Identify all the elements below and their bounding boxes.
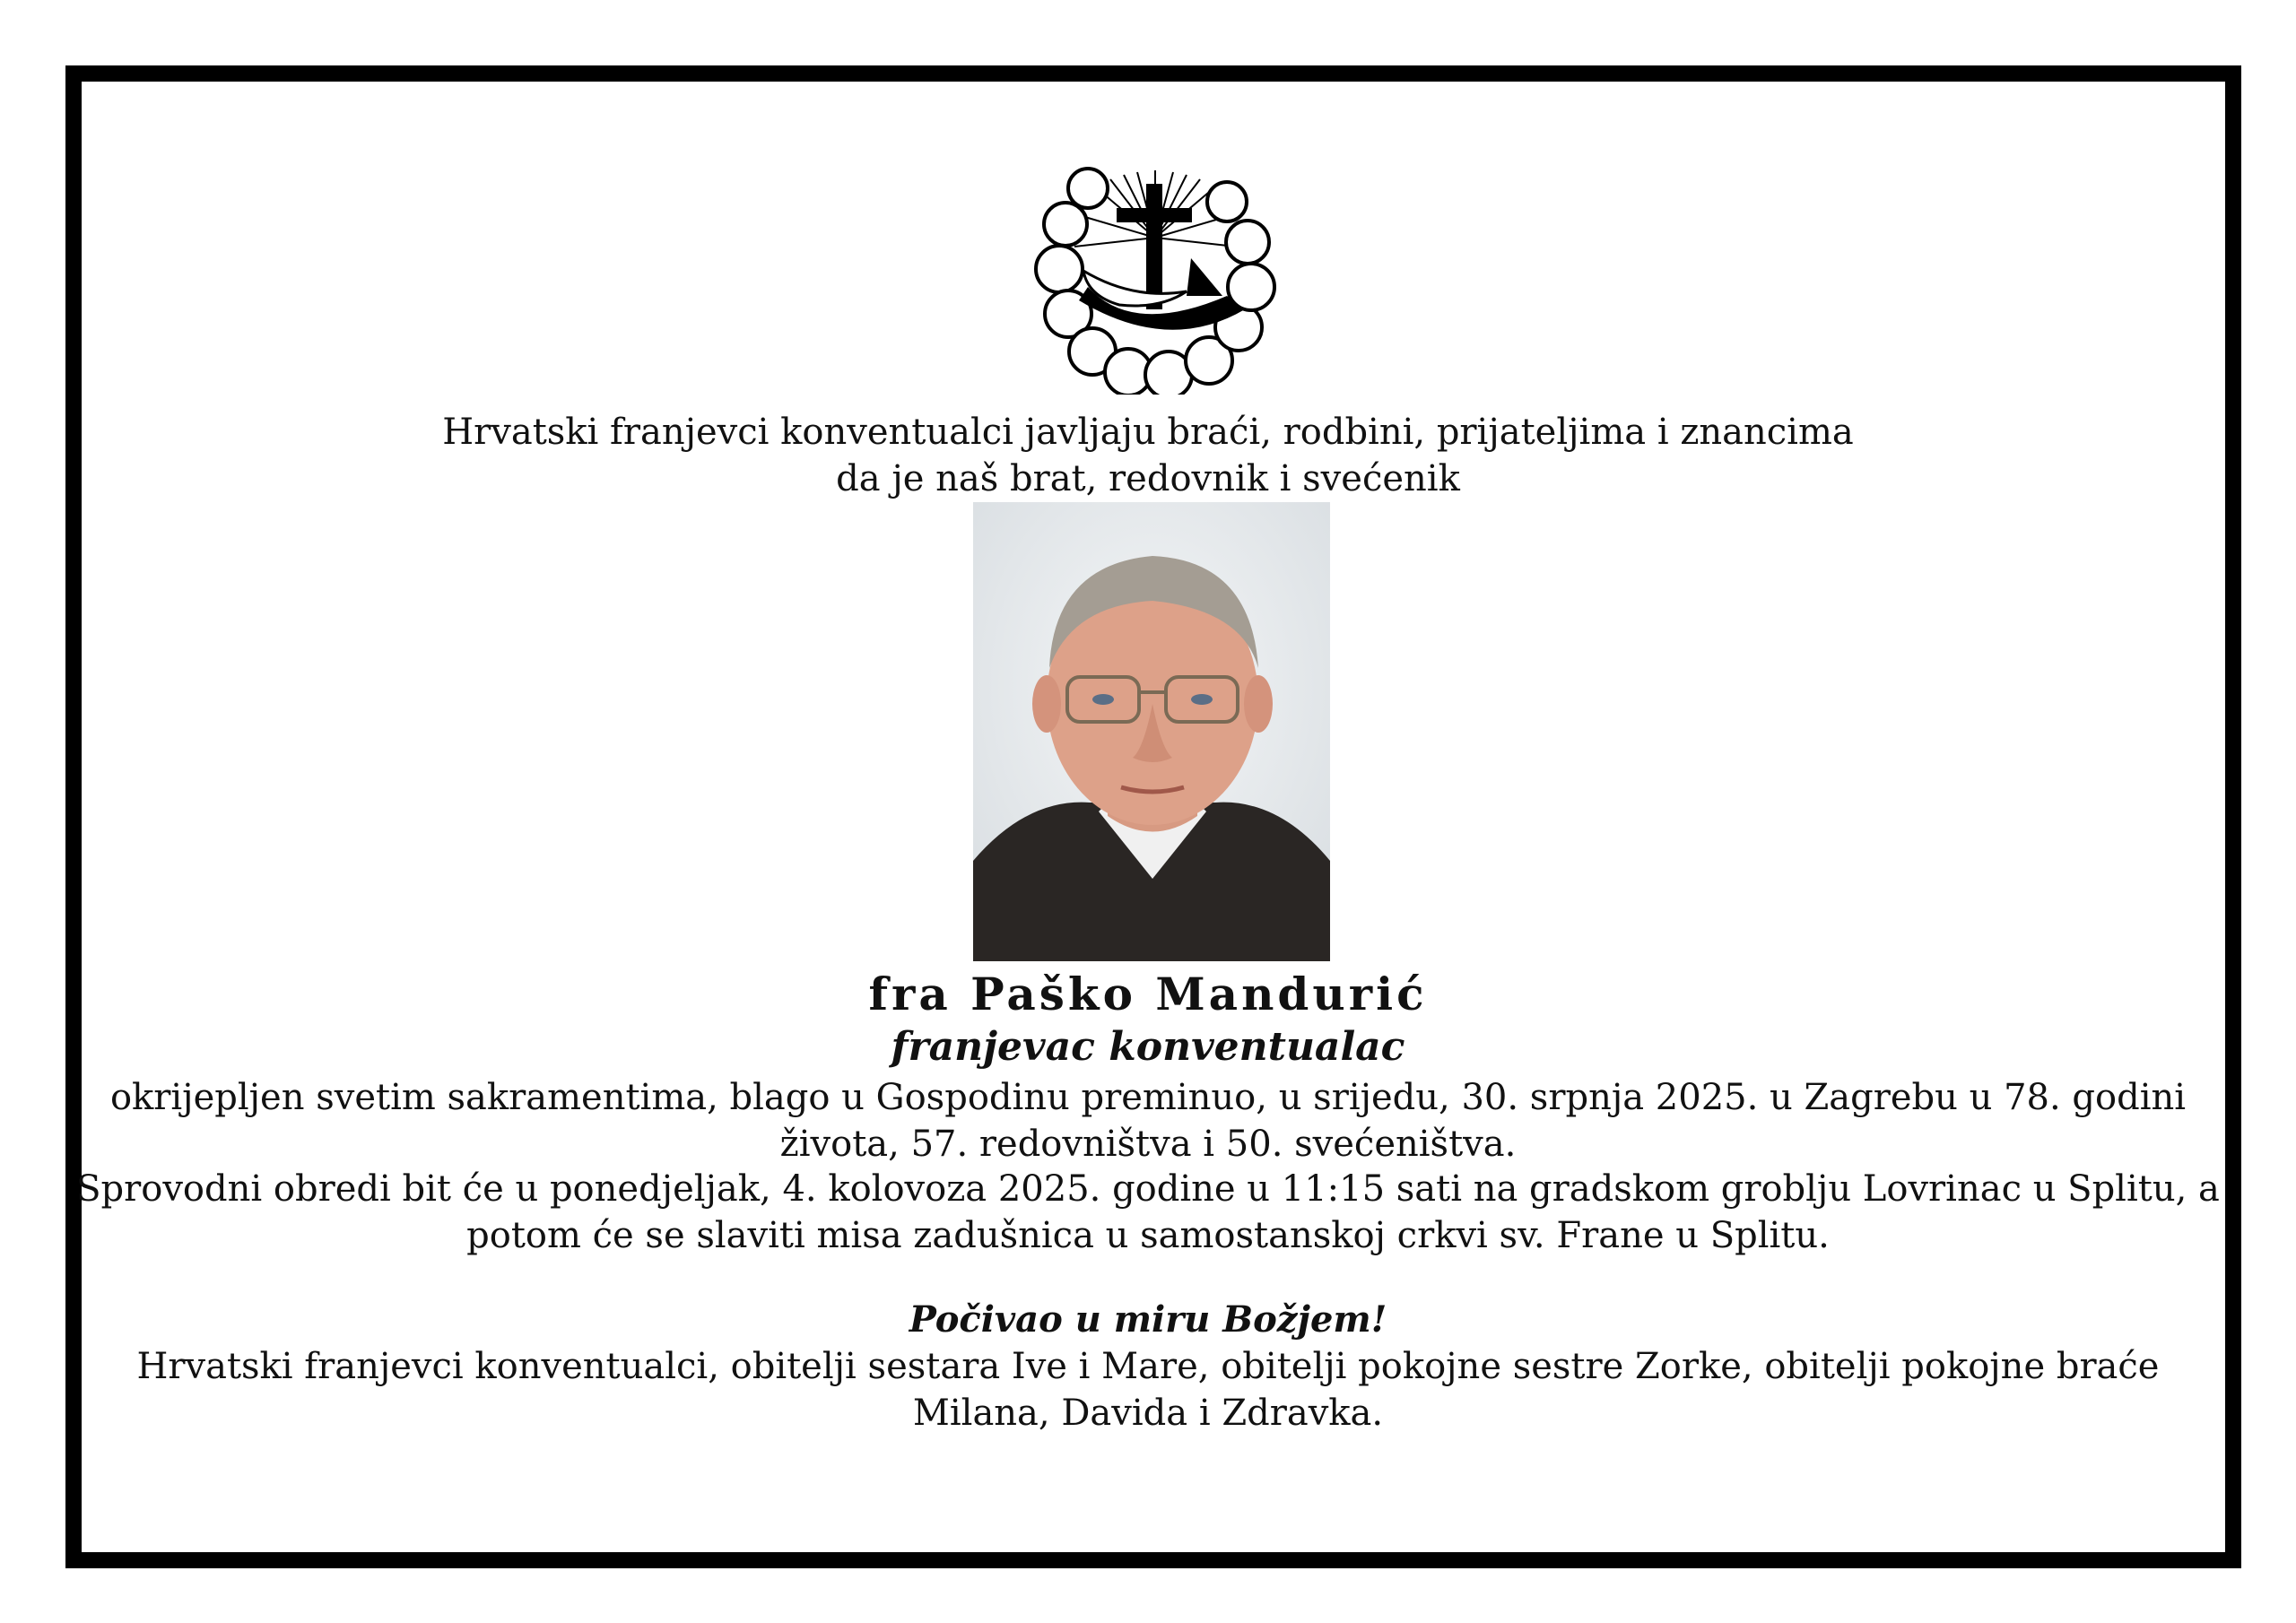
funeral-notice (0, 1166, 2296, 1259)
announcement-intro (0, 409, 2296, 502)
deceased-name: fra Paško Mandurić (868, 968, 1428, 1020)
death-notice-line-1: okrijepljen svetim sakramentima, blago u Gospodinu preminuo, u srijedu, 30. srpnja 2025. u Zagrebu u 78. godini (109, 1077, 2187, 1118)
funeral-notice-line-1: Sprovodni obredi bit će u ponedjeljak, 4. kolovoza 2025. godine u 11:15 sati na gradskom groblju Lovrinac u Splitu, a (76, 1168, 2220, 1210)
death-notice-line-2: života, 57. redovništva i 50. svećeništva. (779, 1124, 1517, 1165)
intro-line-2: da je naš brat, redovnik i svećenik (836, 458, 1460, 499)
rest-in-peace: Počivao u miru Božjem! (909, 1298, 1387, 1341)
portrait-photo (973, 502, 1330, 961)
mourners-line-2: Milana, Davida i Zdravka. (912, 1393, 1384, 1434)
death-notice (0, 1074, 2296, 1167)
mourners-list (0, 1343, 2296, 1436)
funeral-notice-line-2: potom će se slaviti misa zadušnica u samostanskoj crkvi sv. Frane u Splitu. (466, 1215, 1830, 1256)
deceased-title: franjevac konventualac (891, 1024, 1405, 1070)
cross-clouds-emblem-icon (1034, 152, 1276, 395)
intro-line-1: Hrvatski franjevci konventualci javljaju braći, rodbini, prijateljima i znancima (442, 412, 1854, 453)
mourners-line-1: Hrvatski franjevci konventualci, obitelji sestara Ive i Mare, obitelji pokojne sestre Zorke, obitelji pokojne braće (136, 1346, 2160, 1387)
